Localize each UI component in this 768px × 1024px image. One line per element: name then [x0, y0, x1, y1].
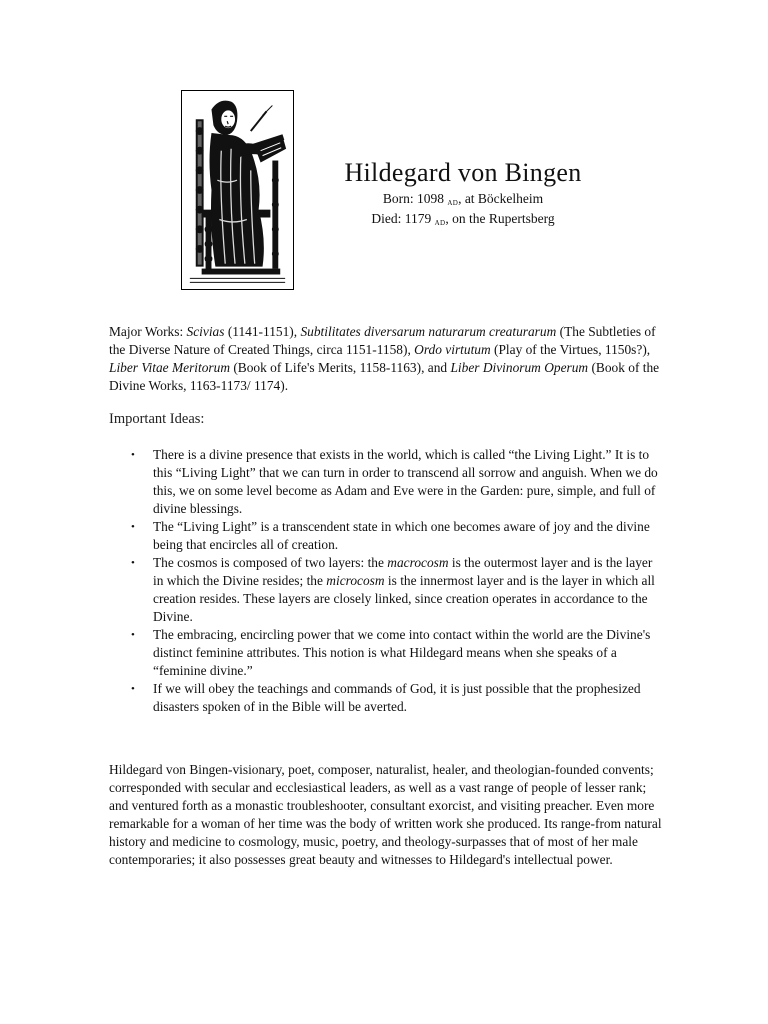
died-suffix: , on the Rupertsberg: [445, 211, 555, 226]
list-item-text: is the innermost layer and is the layer in which all creation resides. These layers are closely linked, since creation operates in accordance to the Divine.: [153, 573, 655, 624]
list-item-text: If we will obey the teachings and commands of God, it is just possible that the prophesized disasters spoken of in the Bible will be averted.: [153, 681, 641, 714]
died-era: AD: [434, 219, 446, 227]
list-item-text: The embracing, encircling power that we come into contact within the world are the Divine's distinct feminine attributes. This notion is what Hildegard means when she speaks of a “feminine divine.”: [153, 627, 651, 678]
work-detail: (1141-1151),: [224, 324, 301, 339]
work-title: Liber Divinorum Operum: [450, 360, 589, 375]
list-item: [109, 626, 665, 680]
born-era: AD: [447, 199, 459, 207]
born-suffix: , at Böckelheim: [458, 191, 544, 206]
work-title: Ordo virtutum: [414, 342, 491, 357]
bullet-icon: •: [131, 557, 135, 569]
ideas-list: [109, 446, 665, 716]
portrait-image: [181, 90, 294, 290]
born-prefix: Born: 1098: [382, 191, 448, 206]
bullet-icon: •: [131, 449, 135, 461]
term-microcosm: microcosm: [326, 573, 385, 588]
term-macrocosm: macrocosm: [387, 555, 449, 570]
work-title: Scivias: [186, 324, 225, 339]
list-item-text: There is a divine presence that exists in the world, which is called “the Living Light.” It is to this “Living Light” that we can turn in order to transcend all sorrow and anguish. When we do this, we on some level become as Adam and Eve were in the Garden: pure, simple, and full of divine blessings.: [153, 447, 658, 516]
woodcut-portrait-icon: [182, 91, 293, 289]
work-title: Liber Vitae Meritorum: [109, 360, 230, 375]
list-item-text: The “Living Light” is a transcendent state in which one becomes aware of joy and the divine being that encircles all of creation.: [153, 519, 650, 552]
died-line: [318, 210, 608, 230]
page-title: Hildegard von Bingen: [344, 158, 582, 187]
major-works-paragraph: [109, 323, 665, 395]
work-detail: (The Subtleties of the Diverse Nature of Created Things, circa 1151-1158),: [109, 324, 656, 357]
work-detail: (Book of Life's Merits, 1158-1163), and: [230, 360, 451, 375]
list-item: [109, 518, 665, 554]
list-item: [109, 446, 665, 518]
work-detail: (Play of the Virtues, 1150s?),: [490, 342, 651, 357]
work-detail: (Book of the Divine Works, 1163-1173/ 1174).: [109, 360, 660, 393]
died-prefix: Died: 1179: [371, 211, 435, 226]
major-works-label: Major Works:: [109, 324, 187, 339]
born-line: [318, 190, 608, 210]
list-item: [109, 680, 665, 716]
bullet-icon: •: [131, 683, 135, 695]
work-title: Subtilitates diversarum naturarum creaturarum: [300, 324, 557, 339]
biography-paragraph: Hildegard von Bingen-visionary, poet, composer, naturalist, healer, and theologian-founded convents; corresponded with secular and ecclesiastical leaders, as well as a vast range of people of lesser rank; and ventured forth as a monastic troubleshooter, consultant exorcist, and visiting preacher. Even more remarkable for a woman of her time was the body of written work she produced. Its range-from natural history and medicine to cosmology, music, poetry, and theology-surpasses that of most of her male contemporaries; it also possesses great beauty and witnesses to Hildegard's intellectual power.: [109, 762, 662, 867]
list-item-text: is the outermost layer and is the layer in which the Divine resides; the: [153, 555, 653, 588]
bullet-icon: •: [131, 629, 135, 641]
list-item: [109, 554, 665, 626]
bullet-icon: •: [131, 521, 135, 533]
title-block: [318, 156, 608, 230]
ideas-heading: Important Ideas:: [109, 411, 205, 427]
list-item-text: The cosmos is composed of two layers: the: [153, 555, 388, 570]
